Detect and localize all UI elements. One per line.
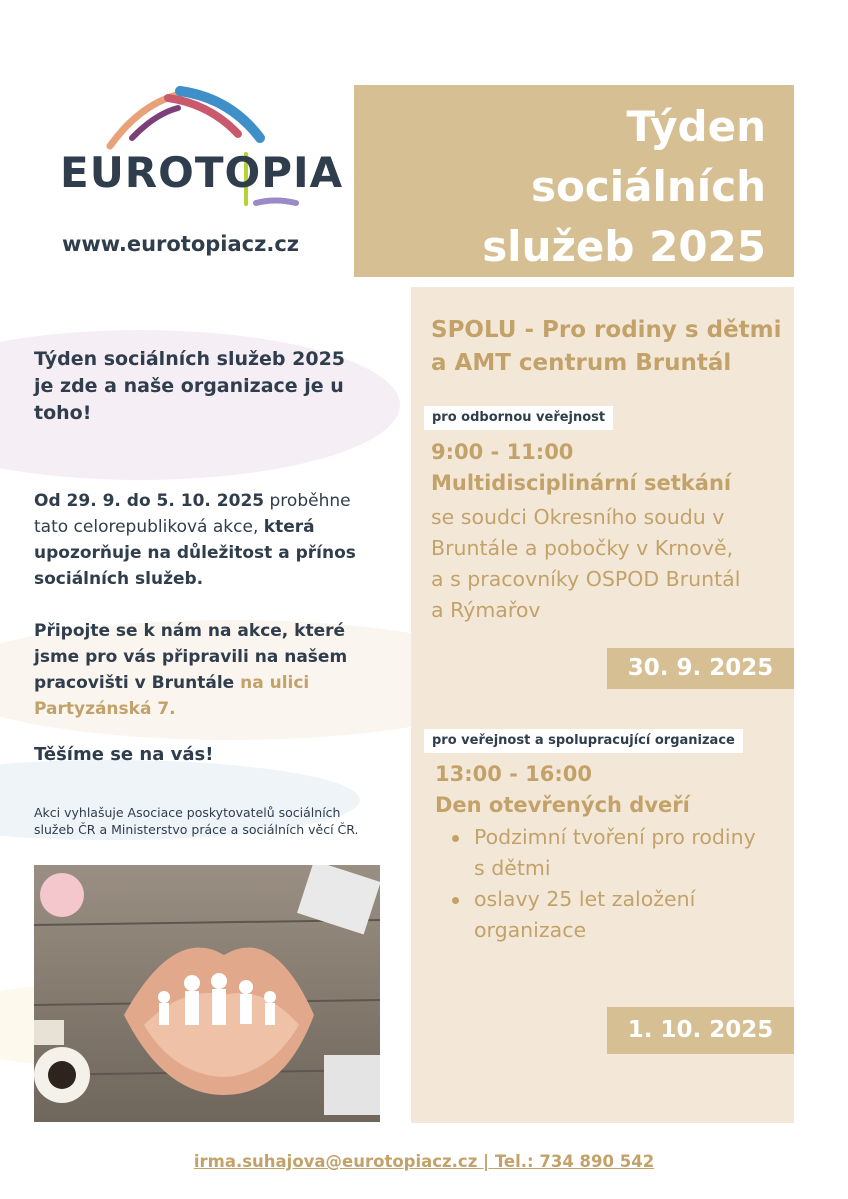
page-title: Týden sociálních služeb 2025 [482, 102, 766, 271]
website-link[interactable]: www.eurotopiacz.cz [62, 232, 299, 256]
event-time: 9:00 - 11:00 [431, 440, 574, 464]
intro-heading: Týden sociálních služeb 2025 je zde a naše organizace je u toho! [34, 348, 346, 424]
title-banner [354, 85, 794, 277]
event-name: Multidisciplinární setkání [431, 471, 732, 495]
event-name: Den otevřených dveří [435, 793, 690, 817]
event-time: 13:00 - 16:00 [435, 762, 593, 786]
paragraph-emphasis: která upozorňuje na důležitost a přínos sociálních služeb. [34, 517, 356, 589]
eurotopia-logo [60, 86, 344, 211]
audience-tag: pro veřejnost a spolupracující organizace [424, 729, 743, 753]
hands-family-photo [34, 865, 380, 1122]
event-description: se soudci Okresního soudu v Bruntále a pobočky v Krnově, a s pracovníky OSPOD Bruntál a Rýmařov [431, 505, 741, 622]
event-date-badge: 1. 10. 2025 [607, 1007, 794, 1054]
closing-line: Těšíme se na vás! [34, 744, 214, 765]
family-paper-cutout-icon [34, 865, 380, 1122]
list-item: oslavy 25 let založení organizace [452, 884, 772, 946]
address-highlight: na ulici Partyzánská 7. [34, 673, 310, 719]
contact-footer[interactable]: irma.suhajova@eurotopiacz.cz | Tel.: 734 890 542 [193, 1152, 655, 1171]
event-organizer-title: SPOLU - Pro rodiny s dětmi a AMT centrum Bruntál [431, 317, 782, 376]
paragraph-text: Připojte se k nám na akce, které jsme pro vás připravili na našem pracovišti v Bruntále [34, 621, 348, 693]
event-bullet-list [452, 822, 772, 946]
invite-paragraph [34, 618, 364, 722]
footnote: Akci vyhlašuje Asociace poskytovatelů sociálních služeb ČR a Ministerstvo práce a sociálních věcí ČR. [34, 805, 359, 837]
event-date-badge: 30. 9. 2025 [607, 648, 794, 689]
date-range-text: Od 29. 9. do 5. 10. 2025 [34, 491, 265, 511]
audience-tag: pro odbornou veřejnost [424, 406, 613, 430]
list-item: Podzimní tvoření pro rodiny s dětmi [452, 822, 772, 884]
logo-wordmark: EUROTOPIA [60, 148, 344, 197]
paragraph-text: proběhne tato celorepubliková akce, [34, 491, 351, 537]
info-paragraph [34, 488, 364, 592]
